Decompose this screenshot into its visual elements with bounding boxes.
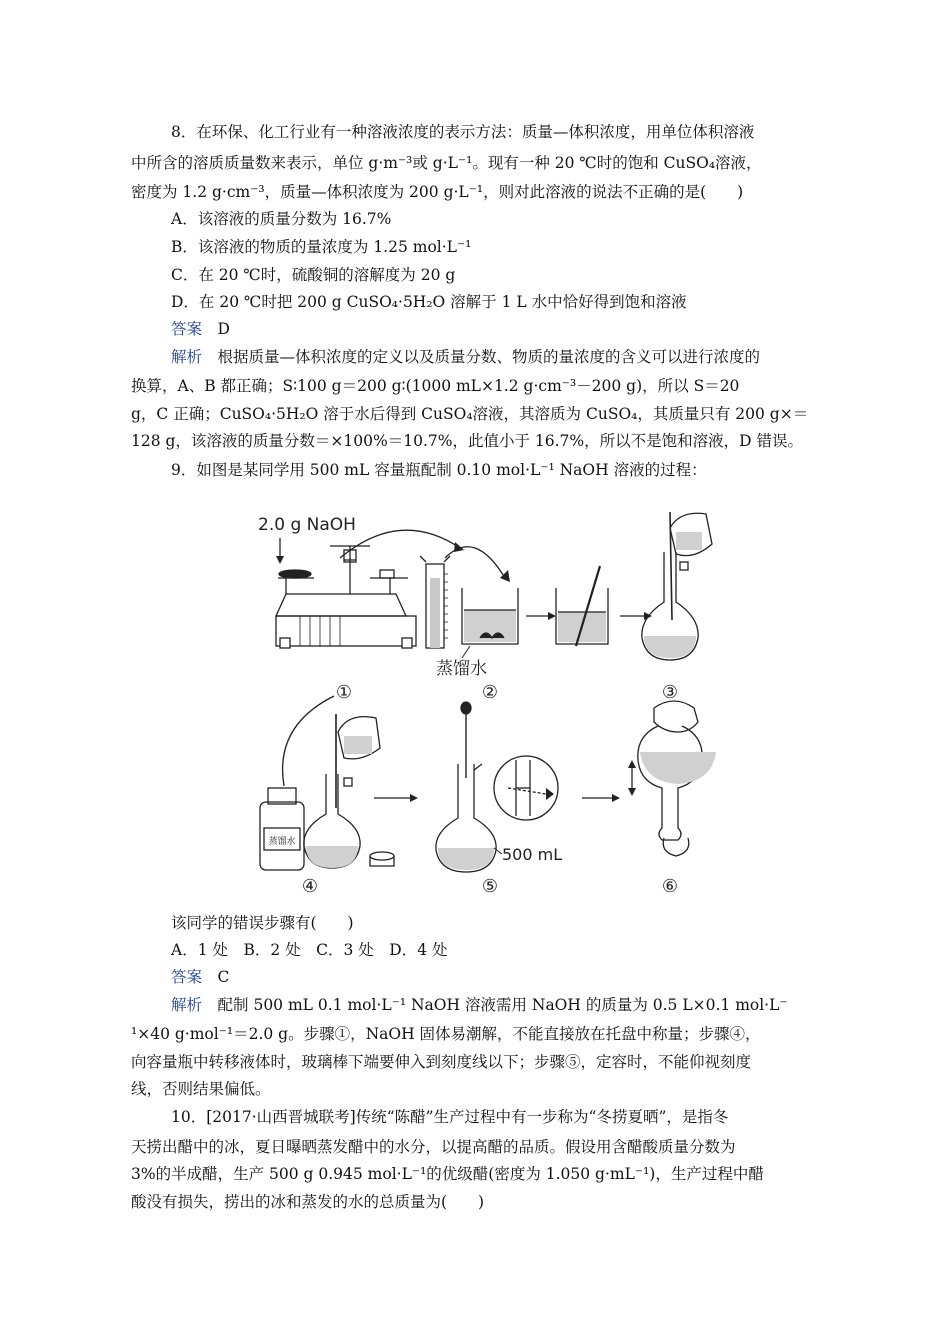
pour-arrow: [445, 547, 505, 578]
q8-analysis-line3: g，C 正确；CuSO₄·5H₂O 溶于水后得到 CuSO₄溶液，其溶质为 CuSO₄，其质量只有 200 g×＝: [131, 405, 809, 423]
step-5-label: ⑤: [481, 876, 499, 897]
eye-icon: [546, 788, 554, 800]
stopper-icon: [370, 852, 394, 866]
volumetric-flask-step4: [304, 714, 380, 868]
q9-analysis-line4: 线，否则结果偏低。: [131, 1080, 271, 1098]
q8-option-d: D．在 20 ℃时把 200 g CuSO₄·5H₂O 溶解于 1 L 水中恰好得到饱和溶液: [171, 293, 687, 311]
step-4-label: ④: [301, 876, 319, 897]
q8-answer: [171, 319, 230, 339]
q8-stem-line3: 密度为 1.2 g·cm⁻³，质量—体积浓度为 200 g·L⁻¹，则对此溶液的说法不正确的是( ): [131, 183, 744, 201]
q8-option-a: A．该溶液的质量分数为 16.7%: [171, 210, 392, 228]
q9-options: A．1 处 B．2 处 C．3 处 D．4 处: [171, 941, 448, 959]
balance-scale: [276, 546, 416, 648]
q9-analysis-line1: [171, 995, 788, 1015]
answer-label: 答案: [171, 320, 203, 338]
q9-question: 该同学的错误步骤有( ): [171, 914, 354, 932]
q8-analysis-line1: [171, 347, 760, 367]
transfer-arrow: [340, 530, 460, 558]
q10-stem-line2: 天捞出醋中的冰，夏日曝晒蒸发醋中的水分，以提高醋的品质。假设用含醋酸质量分数为: [131, 1138, 736, 1156]
volume-500ml-label: 500 mL: [502, 845, 563, 864]
beaker-step2: [462, 588, 518, 644]
analysis-text: 根据质量—体积浓度的定义以及质量分数、物质的量浓度的含义可以进行浓度的: [217, 348, 761, 366]
analysis-label: 解析: [171, 996, 203, 1014]
eye-level-inset: [494, 756, 558, 820]
q10-stem-line1: 10．[2017·山西晋城联考]传统“陈醋”生产过程中有一步称为“冬捞夏晒”，是指冬: [171, 1108, 729, 1126]
volumetric-flask-step3: [642, 512, 712, 660]
q8-analysis-line4: 128 g，该溶液的质量分数＝×100%＝10.7%，此值小于 16.7%，所以不是饱和溶液，D 错误。: [131, 432, 803, 450]
q8-option-b: B．该溶液的物质的量浓度为 1.25 mol·L⁻¹: [171, 238, 472, 256]
beaker-stirring: [556, 566, 608, 646]
analysis-text: 配制 500 mL 0.1 mol·L⁻¹ NaOH 溶液需用 NaOH 的质量为 0.5 L×0.1 mol·L⁻: [217, 996, 788, 1014]
q8-stem-line2: 中所含的溶质质量数来表示，单位 g·m⁻³或 g·L⁻¹。现有一种 20 ℃时的饱和 CuSO₄溶液，: [131, 154, 762, 172]
q10-stem-line4: 酸没有损失，捞出的冰和蒸发的水的总质量为( ): [131, 1193, 485, 1211]
lab-procedure-diagram: [240, 488, 745, 908]
naoh-label: 2.0 g NaOH: [258, 515, 356, 535]
q9-analysis-line2: ¹×40 g·mol⁻¹＝2.0 g。步骤①，NaOH 固体易潮解，不能直接放在托盘中称量；步骤④，: [131, 1025, 761, 1043]
answer-value: C: [217, 968, 230, 986]
step-1-label: ①: [335, 682, 353, 703]
arc-arrow: [283, 696, 334, 786]
q8-analysis-line2: 换算，A、B 都正确；S∶100 g＝200 g∶(1000 mL×1.2 g·cm⁻³－200 g)，所以 S＝20: [131, 377, 740, 395]
bottle-label: 蒸馏水: [268, 837, 296, 847]
step-6-label: ⑥: [661, 876, 679, 897]
answer-value: D: [217, 320, 230, 338]
q8-stem-line1: 8．在环保、化工行业有一种溶液浓度的表示方法：质量—体积浓度，用单位体积溶液: [171, 123, 755, 141]
analysis-label: 解析: [171, 348, 203, 366]
step-2-label: ②: [481, 682, 499, 703]
q10-stem-line3: 3%的半成醋，生产 500 g 0.945 mol·L⁻¹的优级醋(密度为 1.050 g·mL⁻¹)，生产过程中醋: [131, 1165, 764, 1183]
distilled-water-bottle: [260, 788, 304, 870]
q8-option-c: C．在 20 ℃时，硫酸铜的溶解度为 20 g: [171, 266, 456, 284]
step-3-label: ③: [661, 682, 679, 703]
answer-label: 答案: [171, 968, 203, 986]
distilled-water-label: 蒸馏水: [436, 659, 487, 679]
graduated-cylinder: [420, 556, 450, 648]
q9-analysis-line3: 向容量瓶中转移液体时，玻璃棒下端要伸入到刻度线以下；步骤⑤，定容时，不能仰视刻度: [131, 1053, 752, 1071]
volumetric-flask-step5: [436, 702, 496, 872]
q9-stem: 9．如图是某同学用 500 mL 容量瓶配制 0.10 mol·L⁻¹ NaOH 溶液的过程：: [171, 461, 707, 479]
q9-answer: [171, 967, 229, 987]
procedure-figure: [240, 488, 745, 908]
inverted-flask-step6: [628, 701, 716, 856]
